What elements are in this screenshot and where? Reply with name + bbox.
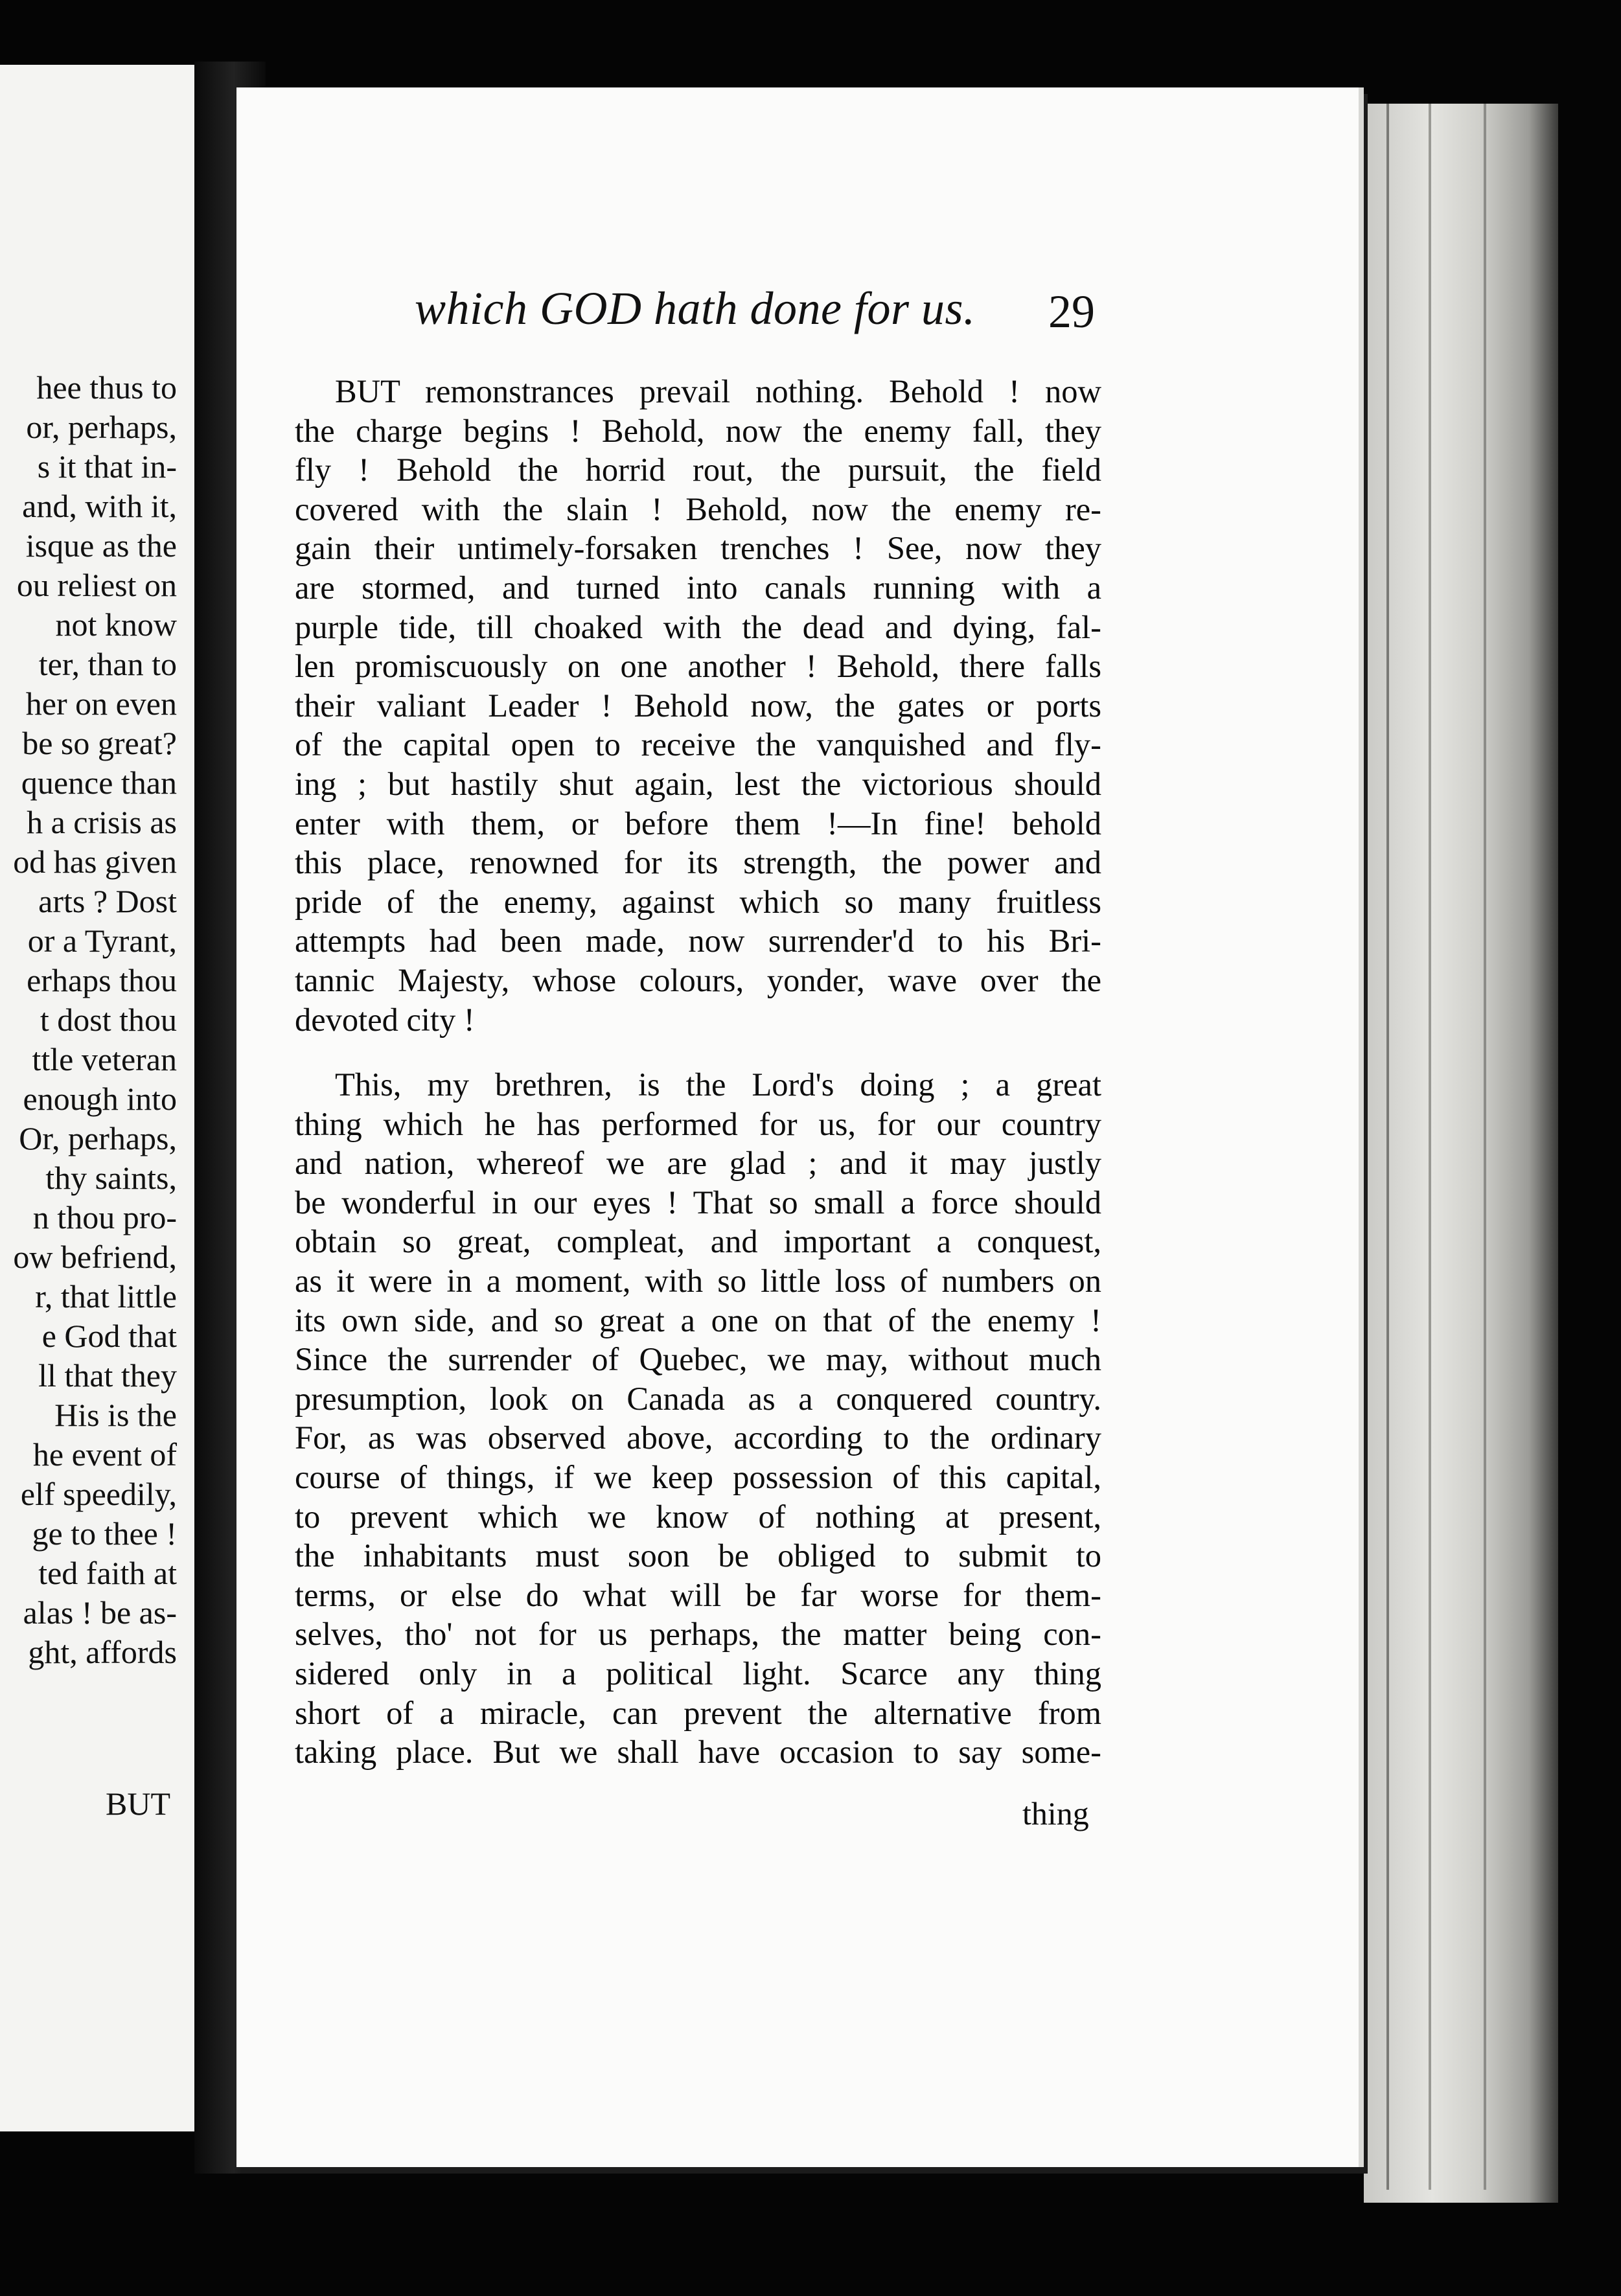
left-page-catchword: BUT — [106, 1785, 170, 1822]
left-page-line: he event of — [32, 1436, 177, 1473]
text-line: tannic Majesty, whose colours, yonder, wave over the — [295, 961, 1101, 998]
left-page-line: enough into — [23, 1081, 177, 1117]
paragraph — [295, 372, 1101, 1039]
left-page-line: quence than — [21, 764, 177, 801]
text-line: and nation, whereof we are glad ; and it may justly — [295, 1145, 1101, 1182]
left-page-line: ght, affords — [28, 1634, 177, 1670]
page-edge-line — [1429, 104, 1431, 2190]
text-line: short of a miracle, can prevent the alternative from — [295, 1694, 1101, 1731]
left-page-line: His is the — [54, 1397, 177, 1433]
text-line: the charge begins ! Behold, now the enemy fall, they — [295, 412, 1101, 449]
left-page-line: Or, perhaps, — [19, 1120, 177, 1156]
left-page-line: h a crisis as — [27, 804, 177, 840]
text-line: sidered only in a political light. Scarce any thing — [295, 1655, 1101, 1692]
text-line: ing ; but hastily shut again, lest the victorious should — [295, 765, 1101, 802]
left-page-line: ttle veteran — [32, 1041, 177, 1077]
left-page-line: t dost thou — [40, 1002, 177, 1038]
left-page-line: not know — [55, 606, 177, 643]
text-line: devoted city ! — [295, 1001, 475, 1038]
text-line: enter with them, or before them !—In fine! behold — [295, 805, 1101, 842]
left-page-line: s it that in- — [37, 448, 177, 485]
text-line: its own side, and so great a one on that of the enemy ! — [295, 1302, 1101, 1338]
text-line: as it were in a moment, with so little loss of numbers on — [295, 1263, 1101, 1300]
text-line: course of things, if we keep possession of this capital, — [295, 1459, 1101, 1496]
left-page-line: ter, than to — [38, 646, 177, 682]
text-line: For, as was observed above, according to the ordinary — [295, 1419, 1101, 1456]
text-line: be wonderful in our eyes ! That so small a force should — [295, 1184, 1101, 1221]
left-page-line: od has given — [13, 844, 177, 880]
text-line: gain their untimely-forsaken trenches ! See, now they — [295, 530, 1101, 567]
text-line: their valiant Leader ! Behold now, the gates or ports — [295, 687, 1101, 724]
page-number: 29 — [1048, 286, 1095, 338]
left-page-line: be so great? — [22, 725, 177, 761]
left-page-line: or, perhaps, — [26, 409, 177, 445]
page-edge-line — [1386, 104, 1389, 2190]
left-page-text — [0, 368, 177, 1672]
left-page-line: ge to thee ! — [32, 1515, 177, 1552]
left-page-line: r, that little — [35, 1278, 177, 1314]
catchword: thing — [1022, 1795, 1089, 1831]
left-page-line: ted faith at — [38, 1555, 177, 1591]
page-edge-line — [1484, 104, 1486, 2190]
paragraph — [295, 1065, 1101, 1772]
text-line: Since the surrender of Quebec, we may, without much — [295, 1341, 1101, 1378]
left-page-line: erhaps thou — [27, 962, 177, 998]
text-line: covered with the slain ! Behold, now the enemy re- — [295, 490, 1101, 527]
text-line: terms, or else do what will be far worse for them- — [295, 1576, 1101, 1613]
text-line: thing which he has performed for us, for our country — [295, 1105, 1101, 1142]
paragraph-gap — [295, 1039, 1101, 1065]
left-page-line: and, with it, — [22, 488, 177, 524]
left-page-line: n thou pro- — [32, 1199, 177, 1235]
text-line: This, my brethren, is the Lord's doing ; a great — [335, 1066, 1101, 1103]
text-line: BUT remonstrances prevail nothing. Behold ! now — [335, 373, 1101, 409]
left-page-line: ou reliest on — [16, 567, 177, 603]
text-line: purple tide, till choaked with the dead and dying, fal- — [295, 608, 1101, 645]
running-head: which GOD hath done for us. — [415, 282, 976, 334]
text-line: presumption, look on Canada as a conquered country. — [295, 1380, 1101, 1417]
left-page-line: ll that they — [38, 1357, 177, 1394]
left-page-line: arts ? Dost — [38, 883, 177, 919]
left-page-line: alas ! be as- — [23, 1594, 177, 1631]
left-page-line: or a Tyrant, — [27, 923, 177, 959]
text-line: to prevent which we know of nothing at present, — [295, 1498, 1101, 1535]
text-line: len promiscuously on one another ! Behold, there falls — [295, 648, 1101, 685]
left-page-line: isque as the — [25, 527, 177, 564]
page-edges — [1364, 104, 1558, 2203]
text-line: taking place. But we shall have occasion to say some- — [295, 1734, 1101, 1771]
text-line: the inhabitants must soon be obliged to submit to — [295, 1537, 1101, 1574]
body-text — [295, 372, 1101, 1772]
left-page-line: e God that — [41, 1318, 177, 1354]
left-page-line: elf speedily, — [20, 1476, 177, 1512]
text-line: of the capital open to receive the vanquished and fly- — [295, 726, 1101, 763]
left-page-line: ow befriend, — [13, 1239, 177, 1275]
text-line: attempts had been made, now surrender'd to his Bri- — [295, 923, 1101, 959]
text-line: this place, renowned for its strength, the power and — [295, 844, 1101, 881]
left-page-line: thy saints, — [45, 1160, 177, 1196]
text-line: fly ! Behold the horrid rout, the pursuit, the field — [295, 452, 1101, 488]
left-page-line: her on even — [25, 685, 177, 722]
left-page-line: hee thus to — [36, 369, 177, 406]
text-line: selves, tho' not for us perhaps, the matter being con- — [295, 1616, 1101, 1653]
text-line: pride of the enemy, against which so many fruitless — [295, 883, 1101, 920]
text-line: are stormed, and turned into canals running with a — [295, 569, 1101, 606]
text-line: obtain so great, compleat, and important a conquest, — [295, 1223, 1101, 1260]
